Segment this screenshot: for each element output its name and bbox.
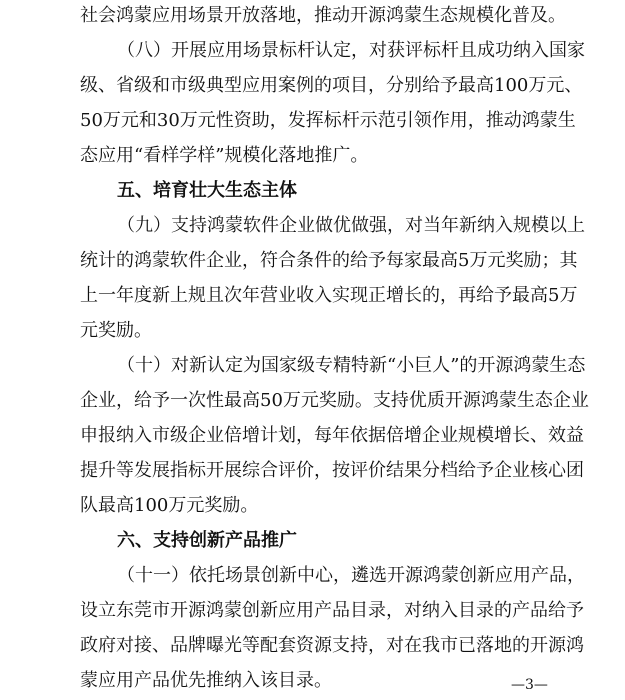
paragraph-10-line-3: 申报纳入市级企业倍增计划，每年依据倍增企业规模增长、效益	[80, 425, 584, 446]
paragraph-9-line-4: 元奖励。	[80, 320, 152, 341]
paragraph-7-line-2: 社会鸿蒙应用场景开放落地，推动开源鸿蒙生态规模化普及。	[80, 5, 566, 26]
page-number: —3—	[511, 677, 548, 693]
paragraph-10-line-4: 提升等发展指标开展综合评价，按评价结果分档给予企业核心团	[80, 460, 584, 481]
paragraph-10-line-2: 企业，给予一次性最高50万元奖励。支持优质开源鸿蒙生态企业	[80, 390, 589, 411]
paragraph-8-line-2: 级、省级和市级典型应用案例的项目，分别给予最高100万元、	[80, 75, 583, 96]
paragraph-11-line-3: 政府对接、品牌曝光等配套资源支持，对在我市已落地的开源鸿	[80, 635, 584, 656]
paragraph-11-line-2: 设立东莞市开源鸿蒙创新应用产品目录，对纳入目录的产品给予	[80, 600, 584, 621]
paragraph-9-line-2: 统计的鸿蒙软件企业，符合条件的给予每家最高5万元奖励；其	[80, 250, 578, 271]
paragraph-8-line-1: （八）开展应用场景标杆认定，对获评标杆且成功纳入国家	[117, 40, 585, 61]
paragraph-11-line-4: 蒙应用产品优先推纳入该目录。	[80, 670, 332, 691]
paragraph-8-line-3: 50万元和30万元性资助，发挥标杆示范引领作用，推动鸿蒙生	[80, 110, 576, 131]
paragraph-8-line-4: 态应用“看样学样”规模化落地推广。	[80, 145, 369, 166]
paragraph-10-line-1: （十）对新认定为国家级专精特新“小巨人”的开源鸿蒙生态	[117, 355, 586, 376]
section-heading-6: 六、支持创新产品推广	[117, 530, 297, 551]
section-heading-5: 五、培育壮大生态主体	[117, 180, 297, 201]
paragraph-10-line-5: 队最高100万元奖励。	[80, 495, 259, 516]
paragraph-9-line-3: 上一年度新上规且次年营业收入实现正增长的，再给予最高5万	[80, 285, 578, 306]
paragraph-11-line-1: （十一）依托场景创新中心，遴选开源鸿蒙创新应用产品，	[117, 565, 585, 586]
paragraph-9-line-1: （九）支持鸿蒙软件企业做优做强，对当年新纳入规模以上	[117, 215, 585, 236]
